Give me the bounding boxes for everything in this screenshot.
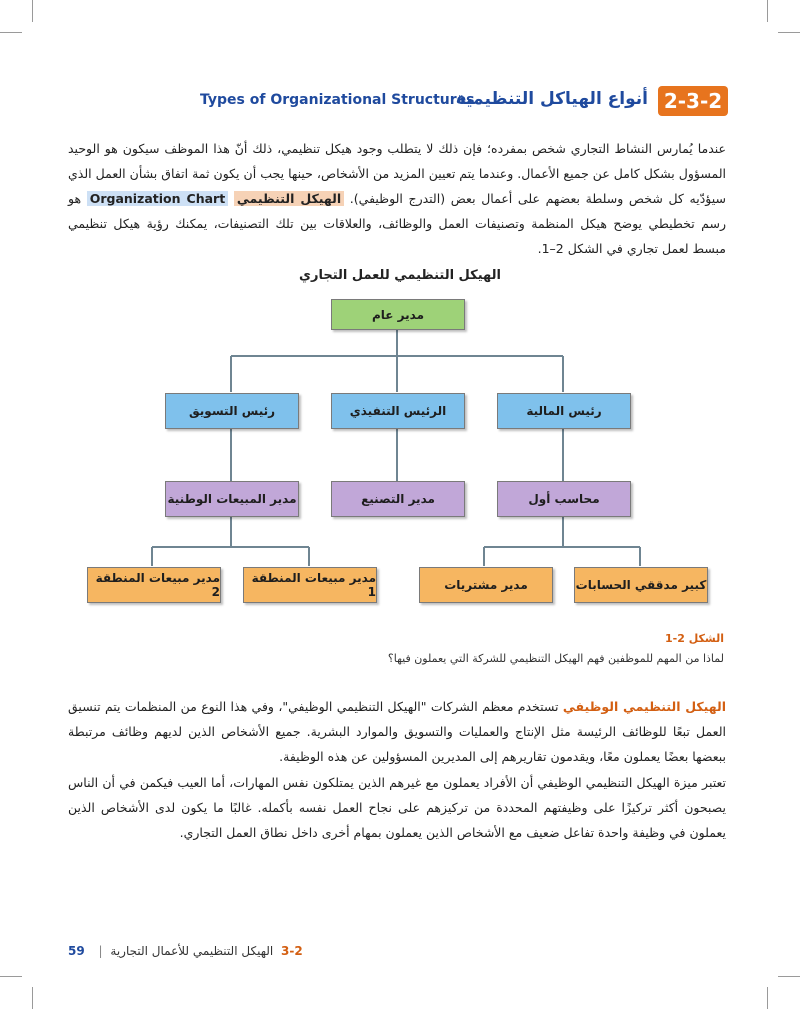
term-highlight-english: Organization Chart bbox=[87, 191, 229, 206]
org-box-general-manager: مدير عام bbox=[331, 299, 465, 330]
functional-structure-paragraph bbox=[68, 694, 726, 769]
term-highlight-arabic: الهيكل التنظيمي bbox=[234, 191, 344, 206]
org-box-sales-manager-region-1: مدير مبيعات المنطقة 1 bbox=[243, 567, 377, 603]
org-box-ceo: الرئيس التنفيذي bbox=[331, 393, 465, 429]
intro-text: عندما يُمارس النشاط التجاري شخص بمفرده؛ فإن ذلك لا يتطلب وجود هيكل تنظيمي، ذلك أنّ هذا الموظف سيكون هو الوحيد المسؤول بشكل كامل عن جميع الأعمال. وعندما يتم تعيين المزيد من الأشخاص، حينها يجب أن يكون ثمة اتفاق بشأن العمل الذي سيؤدّيه كل شخص وسلطة بعضهم على أعمال بعض (التدرج الوظيفي). bbox=[68, 141, 726, 206]
org-box-marketing-head: رئيس التسويق bbox=[165, 393, 299, 429]
org-box-senior-accountant: محاسب أول bbox=[497, 481, 631, 517]
section-title-arabic: أنواع الهياكل التنظيمية bbox=[455, 89, 648, 109]
page-footer bbox=[68, 944, 307, 958]
org-box-purchasing-manager: مدير مشتريات bbox=[419, 567, 553, 603]
advantages-paragraph: تعتبر ميزة الهيكل التنظيمي الوظيفي أن الأفراد يعملون مع غيرهم الذين يمتلكون نفس المهارات، أما العيب فيكمن في أن الناس يصبحون أكثر تركيزًا على وظيفتهم المحددة من تركيزهم على نجاح العمل نفسه بأكمله. غالبًا ما يكون لدى الأشخاص الذين يعملون في وظيفة واحدة تفاعل ضعيف مع الأشخاص الذين يعملون بمهام أخرى داخل نطاق العمل التجاري. bbox=[68, 775, 726, 840]
org-box-chief-auditor: كبير مدققي الحسابات bbox=[574, 567, 708, 603]
crop-mark bbox=[32, 987, 33, 1009]
functional-structure-text: تستخدم معظم الشركات "الهيكل التنظيمي الوظيفي"، وفي هذا النوع من المنظمات يتم تنسيق العمل تبعًا للوظائف الرئيسة مثل الإنتاج والعمليات والتسويق والموارد البشرية. جميع الأشخاص الذين لديهم وظائف مرتبطة ببعضها بعضًا يعملون معًا، ويقدمون تقاريرهم إلى المديرين المسؤولين عن هذه الوظيفة. bbox=[68, 699, 726, 764]
crop-mark bbox=[767, 987, 768, 1009]
crop-mark bbox=[778, 976, 800, 977]
intro-text-continued: هو رسم تخطيطي يوضح هيكل المنظمة وتصنيفات العمل والوظائف، والعلاقات بين تلك التصنيفات، يمكنك رؤية هيكل تنظيمي مبسط لعمل تجاري في الشكل 2–1. bbox=[68, 191, 726, 256]
footer-separator: | bbox=[98, 944, 103, 958]
chapter-number: 3-2 bbox=[281, 944, 303, 958]
crop-mark bbox=[0, 976, 22, 977]
figure-question: لماذا من المهم للموظفين فهم الهيكل التنظيمي للشركة التي يعملون فيها؟ bbox=[387, 652, 724, 665]
section-number-badge: 2-3-2 bbox=[658, 86, 728, 116]
figure-label: الشكل 2-1 bbox=[664, 632, 724, 645]
org-box-sales-manager-region-2: مدير مبيعات المنطقة 2 bbox=[87, 567, 221, 603]
section-title-english: Types of Organizational Structures bbox=[200, 92, 475, 108]
org-box-national-sales-manager: مدير المبيعات الوطنية bbox=[165, 481, 299, 517]
org-chart-title: الهيكل التنظيمي للعمل التجاري bbox=[299, 268, 501, 283]
org-box-manufacturing-manager: مدير التصنيع bbox=[331, 481, 465, 517]
chapter-title: الهيكل التنظيمي للأعمال التجارية bbox=[110, 944, 274, 958]
org-box-finance-head: رئيس المالية bbox=[497, 393, 631, 429]
functional-structure-term: الهيكل التنظيمي الوظيفي bbox=[562, 699, 726, 714]
page-number: 59 bbox=[68, 944, 85, 958]
